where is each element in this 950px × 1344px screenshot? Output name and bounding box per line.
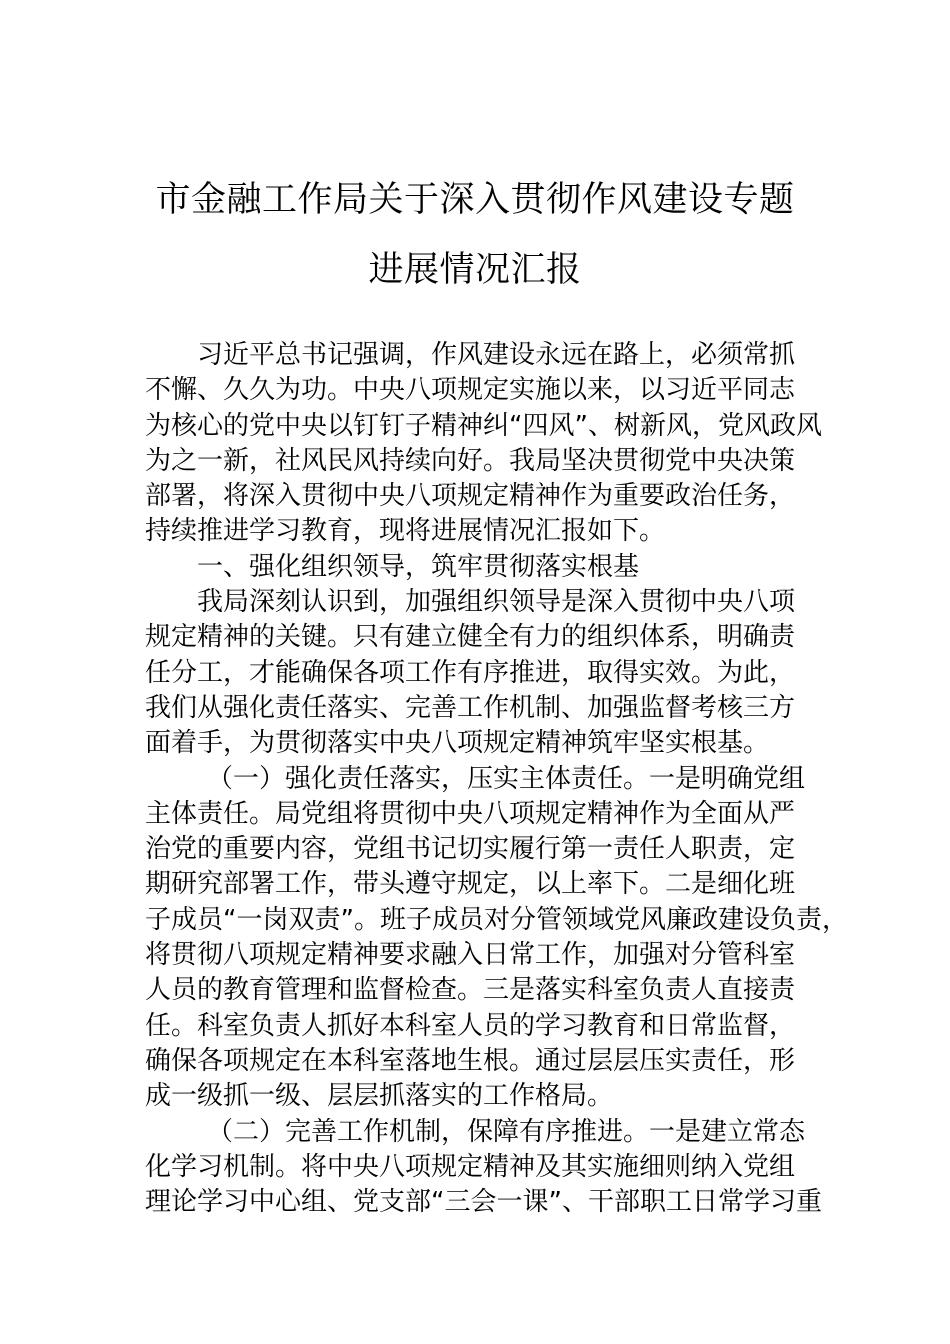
- paragraph-line: 习近平总书记强调，作风建设永远在路上，必须常抓: [197, 340, 796, 370]
- paragraph-line: 人员的教育管理和监督检查。三是落实科室负责人直接责: [145, 975, 796, 1006]
- paragraph-line: 治党的重要内容，党组书记切实履行第一责任人职责，定: [145, 834, 796, 865]
- paragraph-line: 任分工，才能确保各项工作有序推进，取得实效。为此，: [145, 657, 796, 688]
- paragraph-line: 规定精神的关键。只有建立健全有力的组织体系，明确责: [145, 622, 796, 653]
- subsection-line: （二）完善工作机制，保障有序推进。一是建立常态: [207, 1116, 806, 1147]
- subsection-line: （一）强化责任落实，压实主体责任。一是明确党组: [207, 763, 806, 794]
- document-body: [145, 338, 848, 1220]
- document-title-line-2: 进展情况汇报: [368, 250, 582, 290]
- paragraph-line: 确保各项规定在本科室落地生根。通过层层压实责任，形: [145, 1045, 796, 1076]
- paragraph-line: 成一级抓一级、层层抓落实的工作格局。: [145, 1081, 614, 1112]
- paragraph-line: 化学习机制。将中央八项规定精神及其实施细则纳入党组: [145, 1151, 796, 1182]
- paragraph-line: 面着手，为贯彻落实中央八项规定精神筑牢坚实根基。: [145, 728, 770, 759]
- paragraph-line: 主体责任。局党组将贯彻中央八项规定精神作为全面从严: [145, 798, 796, 829]
- paragraph-line: 子成员“一岗双责”。班子成员对分管领域党风廉政建设负责，: [145, 904, 848, 935]
- paragraph-line: 理论学习中心组、党支部“三会一课”、干部职工日常学习重: [145, 1187, 822, 1218]
- paragraph-line: 将贯彻八项规定精神要求融入日常工作，加强对分管科室: [145, 940, 796, 971]
- paragraph-line: 为之一新，社风民风持续向好。我局坚决贯彻党中央决策: [145, 445, 796, 476]
- paragraph-line: 我局深刻认识到，加强组织领导是深入贯彻中央八项: [197, 587, 796, 618]
- paragraph-line: 任。科室负责人抓好本科室人员的学习教育和日常监督，: [145, 1010, 796, 1041]
- paragraph-line: 期研究部署工作，带头遵守规定，以上率下。二是细化班: [145, 869, 796, 900]
- paragraph-line: 为核心的党中央以钉钉子精神纠“四风”、树新风，党风政风: [145, 410, 822, 441]
- document-title-line-1: 市金融工作局关于深入贯彻作风建设专题: [155, 180, 795, 220]
- paragraph-line: 不懈、久久为功。中央八项规定实施以来，以习近平同志: [145, 375, 796, 406]
- paragraph-line: 持续推进学习教育，现将进展情况汇报如下。: [145, 516, 666, 547]
- paragraph-line: 部署，将深入贯彻中央八项规定精神作为重要政治任务，: [145, 481, 796, 512]
- section-heading: 一、强化组织领导，筑牢贯彻落实根基: [197, 551, 640, 582]
- paragraph-line: 我们从强化责任落实、完善工作机制、加强监督考核三方: [145, 692, 796, 723]
